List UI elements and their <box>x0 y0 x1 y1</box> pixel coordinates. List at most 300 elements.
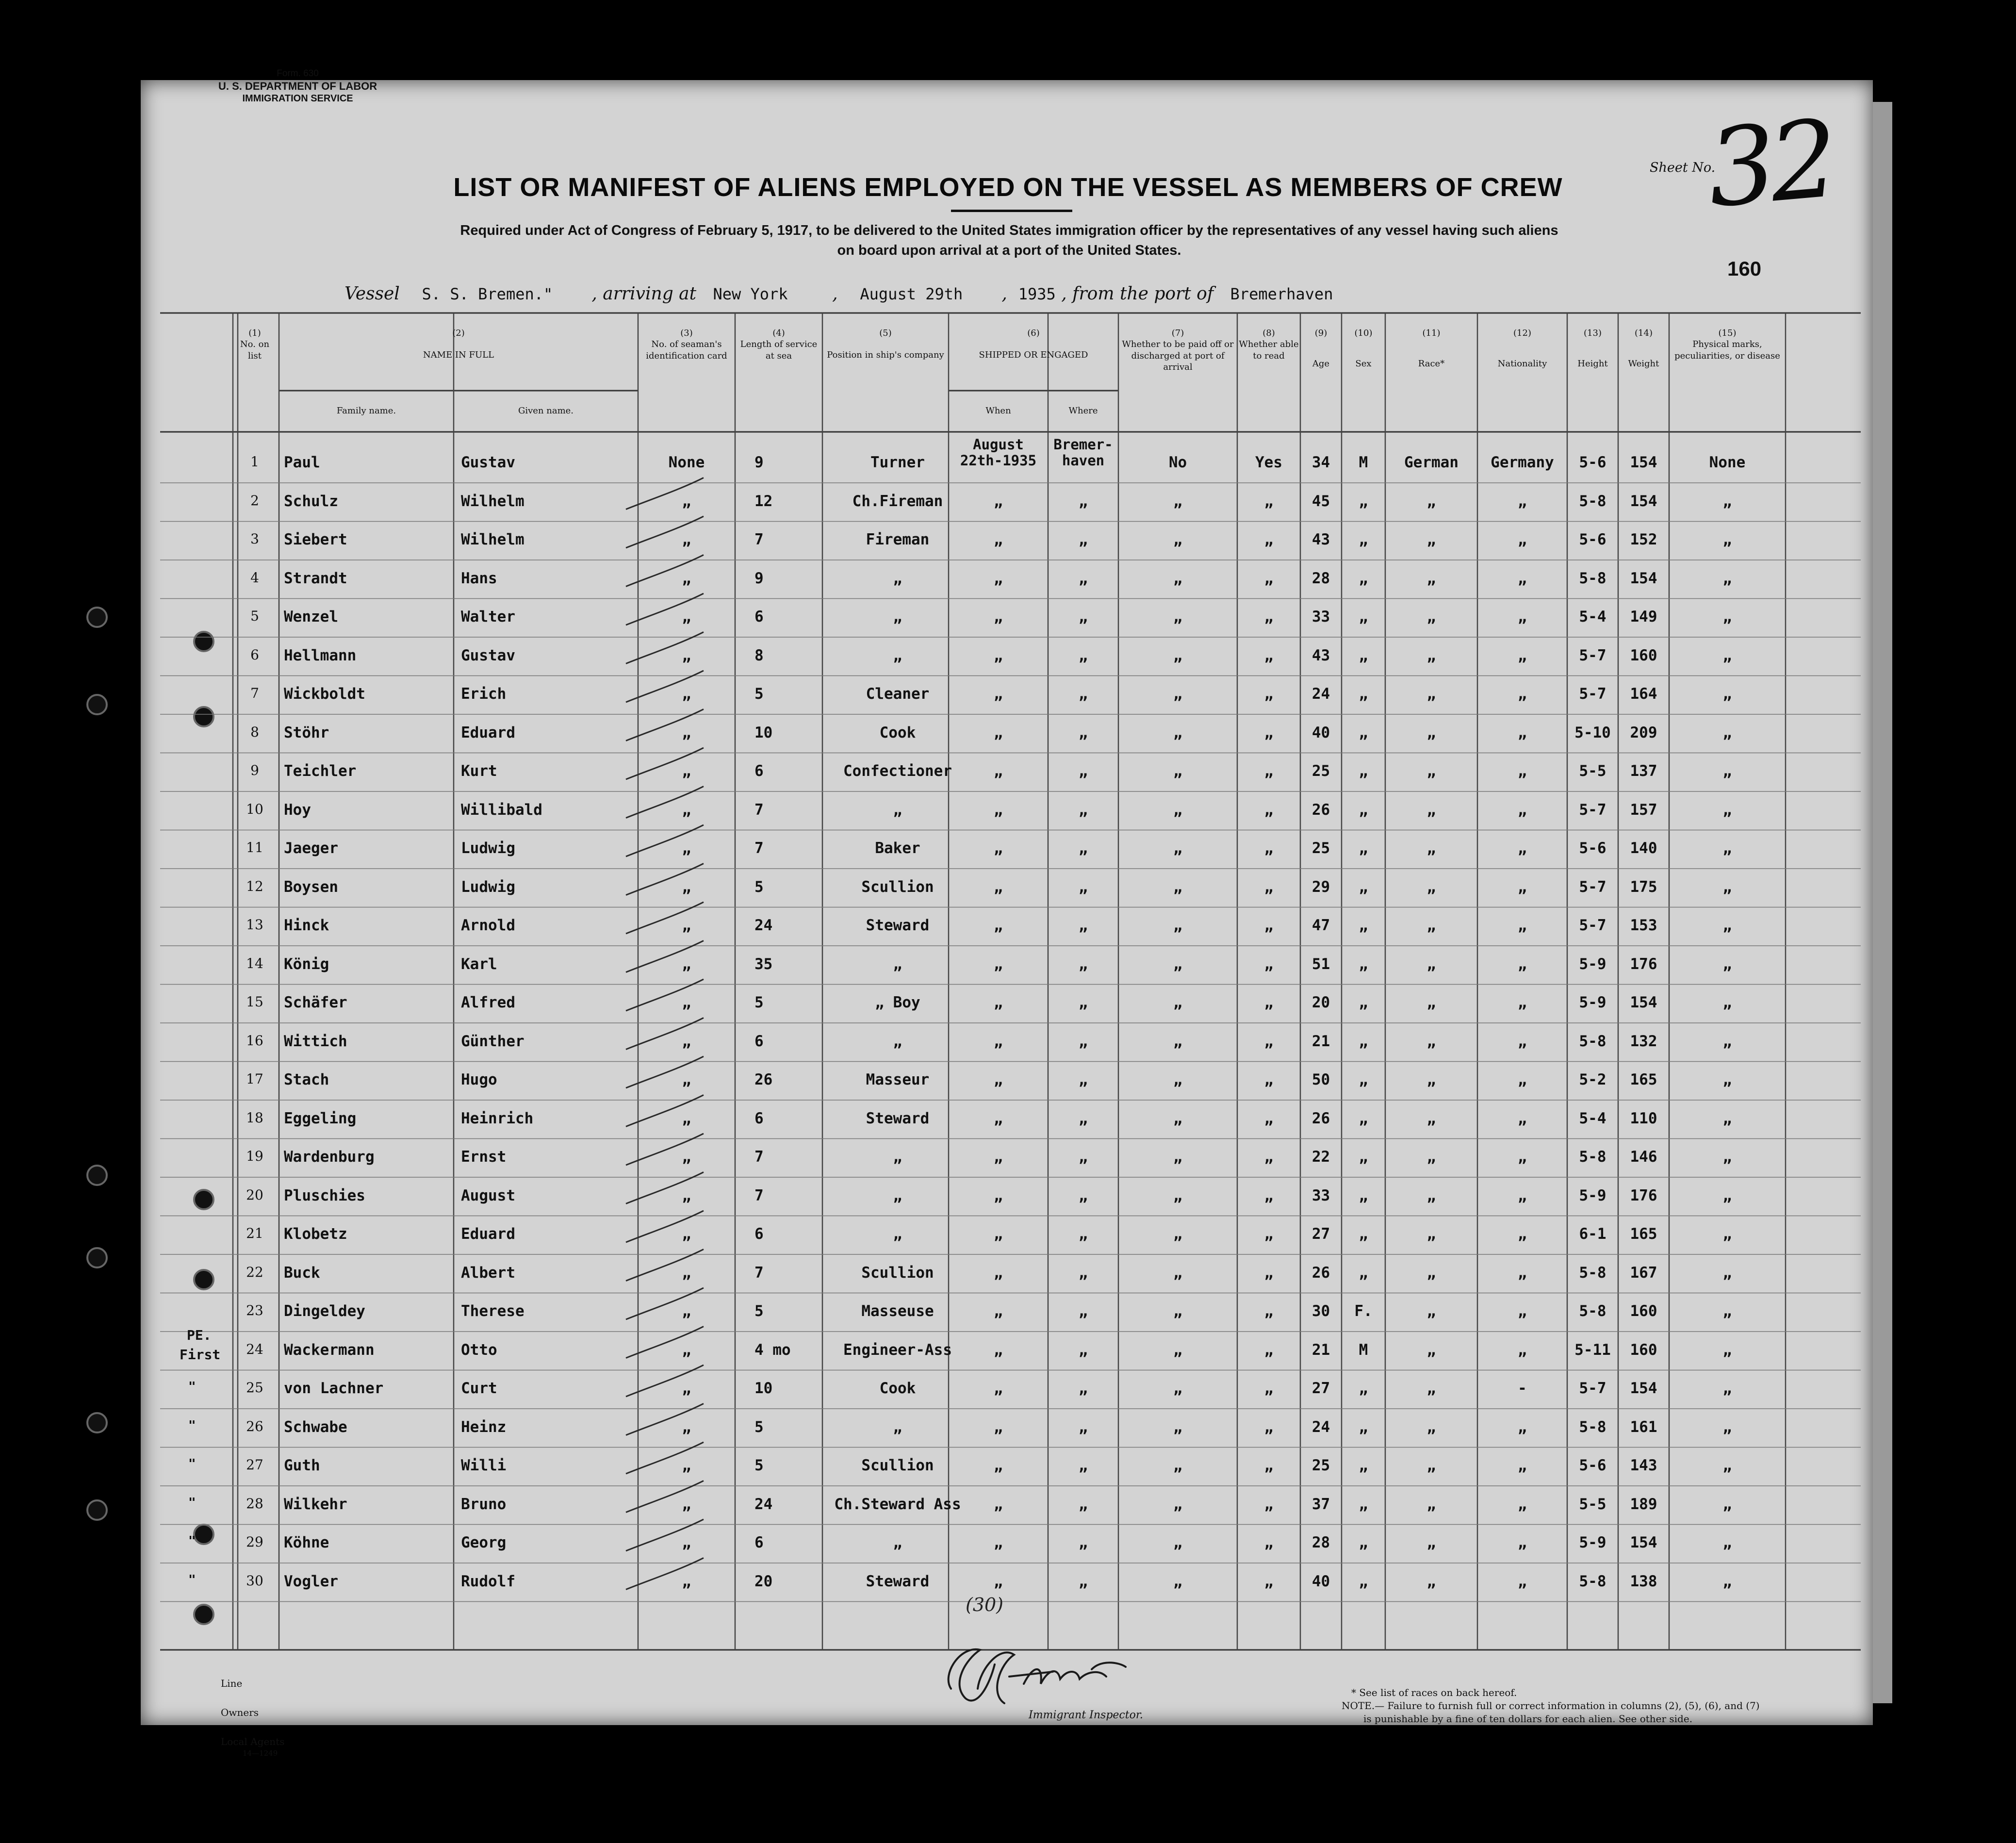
immigrant-inspector-label: Immigrant Inspector. <box>1029 1709 1143 1721</box>
cell-no: 24 <box>246 1341 263 1357</box>
cell-read: „ <box>1264 1148 1274 1166</box>
cell-no: 27 <box>246 1457 263 1473</box>
cell-race: „ <box>1426 724 1436 741</box>
cell-nationality: „ <box>1518 531 1527 548</box>
cell-marks: „ <box>1722 839 1732 857</box>
cell-family: Hinck <box>284 917 329 934</box>
cell-no: 3 <box>250 531 259 547</box>
cell-weight: 110 <box>1630 1109 1657 1127</box>
cell-family: Guth <box>284 1457 320 1474</box>
cell-read: „ <box>1264 724 1274 741</box>
cell-read: „ <box>1264 1264 1274 1282</box>
punch-hole <box>193 1189 214 1210</box>
cell-nationality: „ <box>1518 994 1527 1011</box>
cell-weight: 152 <box>1630 531 1657 548</box>
cell-family: von Lachner <box>284 1380 384 1397</box>
cell-no: 13 <box>246 917 263 933</box>
cell-nationality: „ <box>1518 685 1527 703</box>
cell-age: 33 <box>1311 608 1330 625</box>
footnote-races: * See list of races on back hereof. <box>1351 1687 1517 1698</box>
cell-position: Scullion <box>861 878 934 896</box>
cell-where: „ <box>1079 1495 1088 1513</box>
cell-given: Ludwig <box>461 839 515 857</box>
cell-where: „ <box>1079 1302 1088 1320</box>
vessel-line: Vessel S. S. Bremen." , arriving at New York , August 29th , 1935 , from the port of Bremerhaven <box>344 284 1333 304</box>
cell-age: 30 <box>1311 1302 1330 1320</box>
cell-service: 7 <box>754 801 764 819</box>
cell-weight: 146 <box>1630 1148 1657 1166</box>
col-header-where: Where <box>1068 406 1098 416</box>
cell-position: „ <box>893 1032 902 1050</box>
cell-nationality: „ <box>1518 1186 1527 1204</box>
cell-family: Wenzel <box>284 608 338 625</box>
cell-height: 5-7 <box>1579 685 1606 703</box>
cell-marks: „ <box>1722 762 1732 780</box>
cell-family: Paul <box>284 454 320 471</box>
cell-nationality: „ <box>1518 608 1527 625</box>
cell-read: „ <box>1264 1032 1274 1050</box>
cell-race: „ <box>1426 685 1436 703</box>
cell-service: 35 <box>754 955 773 973</box>
cell-where: „ <box>1079 646 1088 664</box>
cell-race: „ <box>1426 1186 1436 1204</box>
cell-paid: „ <box>1173 1495 1182 1513</box>
cell-race: „ <box>1426 994 1436 1011</box>
cell-given: Wilhelm <box>461 492 524 510</box>
manifest-subtitle <box>388 221 1630 260</box>
cell-family: König <box>284 955 329 973</box>
cell-race: „ <box>1426 1071 1436 1088</box>
cell-age: 25 <box>1311 839 1330 857</box>
arriving-label: , arriving at <box>591 284 697 304</box>
cell-race: „ <box>1426 1302 1436 1320</box>
cell-read: „ <box>1264 1225 1274 1243</box>
cell-family: Schäfer <box>284 994 347 1011</box>
cell-weight: 138 <box>1630 1572 1657 1590</box>
cell-age: 40 <box>1311 1572 1330 1590</box>
footer-form-code: 14—1249 <box>243 1749 278 1758</box>
port-label: , from the port of <box>1061 284 1214 304</box>
cell-race: „ <box>1426 1534 1436 1551</box>
cell-read: „ <box>1264 1341 1274 1359</box>
cell-paid: „ <box>1173 994 1182 1011</box>
cell-height: 5-8 <box>1579 1148 1606 1166</box>
cell-sex: „ <box>1359 531 1368 548</box>
cell-when: „ <box>994 492 1003 510</box>
cell-position: Turner <box>870 454 925 471</box>
cell-no: 16 <box>246 1032 263 1049</box>
cell-marks: „ <box>1722 917 1732 934</box>
cell-sex: „ <box>1359 1264 1368 1282</box>
cell-where: „ <box>1079 1380 1088 1397</box>
cell-no: 1 <box>250 454 259 470</box>
cell-given: Georg <box>461 1534 507 1551</box>
cell-nationality: „ <box>1518 1457 1527 1474</box>
cell-given: Hugo <box>461 1071 497 1088</box>
cell-position: „ <box>893 1225 902 1243</box>
cell-race: „ <box>1426 1109 1436 1127</box>
cell-paid: „ <box>1173 917 1182 934</box>
cell-read: „ <box>1264 762 1274 780</box>
punch-hole <box>193 631 214 652</box>
cell-sex: „ <box>1359 492 1368 510</box>
cell-nationality: „ <box>1518 1032 1527 1050</box>
cell-card: „ <box>682 1418 691 1436</box>
footer-line-label: Line <box>221 1678 243 1689</box>
cell-where: „ <box>1079 1418 1088 1436</box>
cell-sex: „ <box>1359 994 1368 1011</box>
cell-nationality: „ <box>1518 1225 1527 1243</box>
cell-service: 8 <box>754 646 764 664</box>
cell-paid: No <box>1168 454 1187 471</box>
cell-no: 22 <box>246 1264 263 1280</box>
cell-height: 5-8 <box>1579 1572 1606 1590</box>
cell-nationality: - <box>1518 1380 1527 1397</box>
cell-race: „ <box>1426 531 1436 548</box>
cell-when: August 22th-1935 <box>960 436 1037 469</box>
cell-race: „ <box>1426 762 1436 780</box>
cell-sex: „ <box>1359 955 1368 973</box>
cell-when: „ <box>994 1071 1003 1088</box>
cell-height: 5-5 <box>1579 1495 1606 1513</box>
cell-race: „ <box>1426 1457 1436 1474</box>
cell-age: 24 <box>1311 1418 1330 1436</box>
cell-weight: 167 <box>1630 1264 1657 1282</box>
cell-weight: 164 <box>1630 685 1657 703</box>
cell-no: 5 <box>250 608 259 624</box>
cell-age: 37 <box>1311 1495 1330 1513</box>
cell-age: 26 <box>1311 801 1330 819</box>
cell-family: Teichler <box>284 762 357 780</box>
cell-weight: 157 <box>1630 801 1657 819</box>
cell-height: 5-8 <box>1579 492 1606 510</box>
cell-paid: „ <box>1173 685 1182 703</box>
cell-card: „ <box>682 569 691 587</box>
cell-height: 5-9 <box>1579 1534 1606 1551</box>
cell-marks: „ <box>1722 492 1732 510</box>
cell-service: 7 <box>754 1186 764 1204</box>
cell-height: 5-6 <box>1579 1457 1606 1474</box>
cell-weight: 154 <box>1630 1380 1657 1397</box>
margin-ditto-mark: " <box>188 1418 196 1433</box>
cell-when: „ <box>994 762 1003 780</box>
cell-read: „ <box>1264 1302 1274 1320</box>
cell-when: „ <box>994 1341 1003 1359</box>
manifest-title: LIST OR MANIFEST OF ALIENS EMPLOYED ON THE VESSEL AS MEMBERS OF CREW <box>453 173 1563 202</box>
punch-hole <box>86 1165 108 1186</box>
cell-read: „ <box>1264 1071 1274 1088</box>
cell-paid: „ <box>1173 646 1182 664</box>
cell-read: „ <box>1264 801 1274 819</box>
cell-family: Wilkehr <box>284 1495 347 1513</box>
cell-nationality: „ <box>1518 1302 1527 1320</box>
cell-where: „ <box>1079 1572 1088 1590</box>
cell-marks: None <box>1709 454 1746 471</box>
cell-given: Gustav <box>461 454 515 471</box>
col-header-height: (13) Height <box>1577 328 1608 369</box>
cell-family: Vogler <box>284 1572 338 1590</box>
cell-when: „ <box>994 531 1003 548</box>
cell-marks: „ <box>1722 1341 1732 1359</box>
cell-family: Wackermann <box>284 1341 375 1359</box>
col-header-no: (1) No. on list <box>240 328 270 361</box>
cell-sex: „ <box>1359 1534 1368 1551</box>
cell-height: 5-11 <box>1574 1341 1611 1359</box>
cell-paid: „ <box>1173 955 1182 973</box>
cell-when: „ <box>994 685 1003 703</box>
cell-service: 7 <box>754 1264 764 1282</box>
cell-service: 24 <box>754 1495 773 1513</box>
cell-where: „ <box>1079 801 1088 819</box>
cell-height: 5-8 <box>1579 1032 1606 1050</box>
cell-weight: 154 <box>1630 994 1657 1011</box>
cell-no: 25 <box>246 1380 263 1396</box>
punch-hole <box>86 1412 108 1433</box>
cell-race: „ <box>1426 492 1436 510</box>
cell-height: 5-8 <box>1579 1302 1606 1320</box>
cell-weight: 209 <box>1630 724 1657 741</box>
cell-family: Siebert <box>284 531 347 548</box>
cell-marks: „ <box>1722 878 1732 896</box>
cell-read: „ <box>1264 1380 1274 1397</box>
cell-sex: M <box>1359 1341 1368 1359</box>
cell-family: Schwabe <box>284 1418 347 1436</box>
cell-height: 5-7 <box>1579 646 1606 664</box>
cell-when: „ <box>994 878 1003 896</box>
cell-read: „ <box>1264 569 1274 587</box>
cell-where: „ <box>1079 685 1088 703</box>
margin-note-pe: PE. <box>187 1327 212 1343</box>
cell-age: 27 <box>1311 1380 1330 1397</box>
cell-given: Karl <box>461 955 497 973</box>
cell-where: „ <box>1079 994 1088 1011</box>
cell-paid: „ <box>1173 878 1182 896</box>
cell-where: „ <box>1079 1071 1088 1088</box>
cell-position: „ <box>893 1148 902 1166</box>
cell-nationality: „ <box>1518 646 1527 664</box>
margin-ditto-mark: " <box>188 1495 196 1510</box>
cell-paid: „ <box>1173 1302 1182 1320</box>
col-header-weight: (14) Weight <box>1628 328 1659 369</box>
cell-when: „ <box>994 1380 1003 1397</box>
cell-family: Hellmann <box>284 646 357 664</box>
cell-when: „ <box>994 1302 1003 1320</box>
cell-weight: 154 <box>1630 454 1657 471</box>
cell-marks: „ <box>1722 1572 1732 1590</box>
cell-nationality: „ <box>1518 569 1527 587</box>
cell-when: „ <box>994 1032 1003 1050</box>
cell-read: „ <box>1264 1457 1274 1474</box>
cell-height: 5-7 <box>1579 917 1606 934</box>
cell-marks: „ <box>1722 1071 1732 1088</box>
cell-where: „ <box>1079 1148 1088 1166</box>
cell-service: 20 <box>754 1572 773 1590</box>
margin-note-first: First <box>180 1347 221 1363</box>
cell-no: 11 <box>246 839 263 856</box>
cell-no: 2 <box>250 492 259 509</box>
sheet-number-label: Sheet No. <box>1650 160 1716 175</box>
cell-no: 19 <box>246 1148 263 1164</box>
cell-race: „ <box>1426 1148 1436 1166</box>
cell-weight: 149 <box>1630 608 1657 625</box>
cell-position: „ <box>893 1186 902 1204</box>
cell-service: 6 <box>754 762 764 780</box>
cell-when: „ <box>994 1572 1003 1590</box>
departure-port: Bremerhaven <box>1230 285 1333 303</box>
cell-height: 5-6 <box>1579 839 1606 857</box>
cell-where: „ <box>1079 569 1088 587</box>
cell-weight: 160 <box>1630 1302 1657 1320</box>
cell-family: Wittich <box>284 1032 347 1050</box>
cell-race: „ <box>1426 1032 1436 1050</box>
cell-race: „ <box>1426 1495 1436 1513</box>
cell-nationality: „ <box>1518 1109 1527 1127</box>
cell-family: Stöhr <box>284 724 329 741</box>
cell-sex: „ <box>1359 839 1368 857</box>
cell-family: Dingeldey <box>284 1302 365 1320</box>
cell-sex: „ <box>1359 1572 1368 1590</box>
cell-where: Bremer- haven <box>1053 436 1113 469</box>
cell-paid: „ <box>1173 1380 1182 1397</box>
cell-when: „ <box>994 1418 1003 1436</box>
cell-family: Boysen <box>284 878 338 896</box>
cell-nationality: „ <box>1518 1495 1527 1513</box>
cell-marks: „ <box>1722 994 1732 1011</box>
cell-marks: „ <box>1722 646 1732 664</box>
cell-given: Heinz <box>461 1418 507 1436</box>
cell-read: „ <box>1264 1109 1274 1127</box>
cell-service: 7 <box>754 1148 764 1166</box>
cell-read: „ <box>1264 646 1274 664</box>
cell-read: „ <box>1264 955 1274 973</box>
cell-marks: „ <box>1722 1032 1732 1050</box>
cell-card: „ <box>682 1109 691 1127</box>
cell-no: 29 <box>246 1534 263 1550</box>
cell-sex: „ <box>1359 878 1368 896</box>
cell-service: 5 <box>754 994 764 1011</box>
cell-service: 10 <box>754 724 773 741</box>
cell-no: 10 <box>246 801 263 817</box>
punch-hole <box>86 1247 108 1268</box>
cell-service: 4 mo <box>754 1341 791 1359</box>
cell-where: „ <box>1079 492 1088 510</box>
cell-read: „ <box>1264 839 1274 857</box>
cell-race: German <box>1404 454 1459 471</box>
cell-paid: „ <box>1173 1109 1182 1127</box>
cell-no: 15 <box>246 994 263 1010</box>
cell-age: 43 <box>1311 646 1330 664</box>
cell-card: „ <box>682 1071 691 1088</box>
cell-when: „ <box>994 608 1003 625</box>
cell-paid: „ <box>1173 1264 1182 1282</box>
cell-no: 9 <box>250 762 259 778</box>
cell-card: „ <box>682 994 691 1011</box>
col-header-read: (8) Whether able to read <box>1239 328 1299 361</box>
cell-position: Baker <box>875 839 920 857</box>
cell-no: 18 <box>246 1109 263 1126</box>
cell-nationality: „ <box>1518 839 1527 857</box>
cell-paid: „ <box>1173 1534 1182 1551</box>
cell-marks: „ <box>1722 1148 1732 1166</box>
cell-where: „ <box>1079 762 1088 780</box>
cell-paid: „ <box>1173 1457 1182 1474</box>
cell-position: Confectioner <box>843 762 952 780</box>
cell-height: 5-7 <box>1579 1380 1606 1397</box>
cell-sex: „ <box>1359 1418 1368 1436</box>
cell-marks: „ <box>1722 1534 1732 1551</box>
cell-when: „ <box>994 801 1003 819</box>
cell-age: 45 <box>1311 492 1330 510</box>
cell-family: Klobetz <box>284 1225 347 1243</box>
cell-age: 28 <box>1311 1534 1330 1551</box>
col-header-when: When <box>985 406 1011 416</box>
cell-when: „ <box>994 839 1003 857</box>
cell-age: 50 <box>1311 1071 1330 1088</box>
cell-position: Steward <box>866 1109 930 1127</box>
cell-read: „ <box>1264 531 1274 548</box>
cell-paid: „ <box>1173 801 1182 819</box>
cell-card: „ <box>682 801 691 819</box>
cell-position: „ <box>893 955 902 973</box>
col-header-given-name: Given name. <box>518 406 574 416</box>
footnote-fine-2: is punishable by a fine of ten dollars for each alien. See other side. <box>1363 1713 1693 1725</box>
cell-height: 5-4 <box>1579 1109 1606 1127</box>
cell-age: 20 <box>1311 994 1330 1011</box>
arrival-port: New York <box>713 285 788 303</box>
cell-card: „ <box>682 1264 691 1282</box>
stamp-number: 160 <box>1727 257 1762 280</box>
cell-where: „ <box>1079 1534 1088 1551</box>
cell-nationality: „ <box>1518 1071 1527 1088</box>
cell-race: „ <box>1426 878 1436 896</box>
cell-where: „ <box>1079 1225 1088 1243</box>
cell-service: 5 <box>754 685 764 703</box>
col-header-position: (5) Position in ship's company <box>827 328 944 361</box>
cell-family: Hoy <box>284 801 311 819</box>
cell-weight: 176 <box>1630 1186 1657 1204</box>
cell-nationality: „ <box>1518 1264 1527 1282</box>
cell-age: 27 <box>1311 1225 1330 1243</box>
cell-where: „ <box>1079 1109 1088 1127</box>
cell-card: None <box>668 454 705 471</box>
cell-no: 7 <box>250 685 259 701</box>
cell-no: 17 <box>246 1071 263 1087</box>
cell-given: Eduard <box>461 724 515 741</box>
cell-nationality: Germany <box>1491 454 1554 471</box>
cell-sex: „ <box>1359 1457 1368 1474</box>
cell-paid: „ <box>1173 839 1182 857</box>
cell-card: „ <box>682 1534 691 1551</box>
col-header-paid-off: (7) Whether to be paid off or discharged at port of arrival <box>1122 328 1234 373</box>
cell-sex: „ <box>1359 1186 1368 1204</box>
cell-read: „ <box>1264 1418 1274 1436</box>
punch-hole <box>86 1499 108 1521</box>
cell-service: 9 <box>754 454 764 471</box>
manifest-sheet <box>141 80 1873 1725</box>
col-header-sex: (10) Sex <box>1354 328 1373 369</box>
cell-height: 5-7 <box>1579 801 1606 819</box>
arrival-year: 1935 <box>1018 285 1056 303</box>
cell-no: 14 <box>246 955 263 971</box>
cell-service: 26 <box>754 1071 773 1088</box>
cell-age: 21 <box>1311 1032 1330 1050</box>
cell-paid: „ <box>1173 1225 1182 1243</box>
title-rule <box>951 210 1072 212</box>
cell-marks: „ <box>1722 1302 1732 1320</box>
footer-owners-label: Owners <box>221 1707 259 1718</box>
cell-card: „ <box>682 1572 691 1590</box>
cell-age: 24 <box>1311 685 1330 703</box>
